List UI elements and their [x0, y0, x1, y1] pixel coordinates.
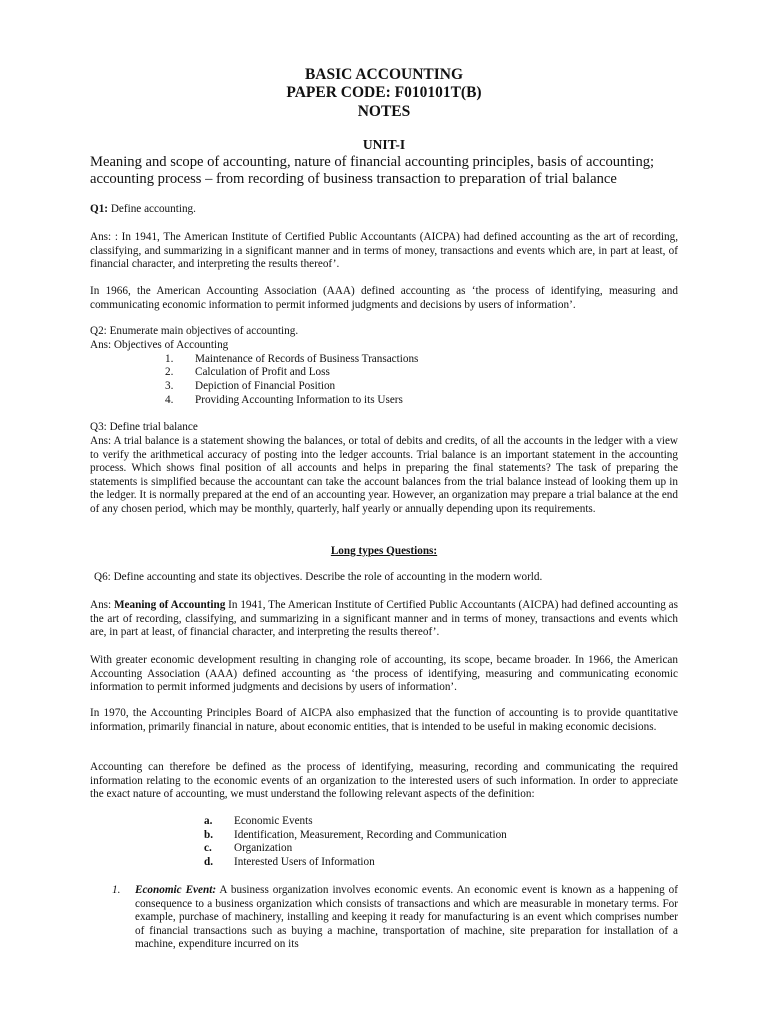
- unit-heading: UNIT-I: [362, 137, 406, 152]
- aspect-item: c. Organization: [204, 842, 293, 854]
- q6-question: Q6: Define accounting and state its objectives. Describe the role of accounting in the modern world.: [94, 571, 543, 583]
- meaning-heading: Meaning of Accounting: [113, 599, 226, 611]
- long-questions-heading: Long types Questions:: [330, 545, 438, 557]
- q1-text: Define accounting.: [110, 203, 196, 215]
- economic-event-title: Economic Event:: [135, 884, 217, 896]
- q2-answer: Ans: Objectives of Accounting: [90, 339, 229, 351]
- q1-answer-1: Ans: : In 1941, The American Institute of Certified Public Accountants (AICPA) had defined accounting as the art of recording, classifying, and summarizing in a significant manner and in terms of money, transactions and events which are, in part at least, of financial character, and interpreting the results thereof’.: [90, 231, 678, 271]
- q2-list-item: 2. Calculation of Profit and Loss: [165, 366, 330, 378]
- paper-code: PAPER CODE: F010101T(B): [286, 84, 482, 101]
- aspect-item: d. Interested Users of Information: [204, 856, 375, 868]
- q2-question: Q2: Enumerate main objectives of accounting.: [90, 325, 299, 337]
- q1-label: Q1:: [90, 203, 109, 215]
- aspect-item: a. Economic Events: [204, 815, 313, 827]
- q6-para-3: In 1970, the Accounting Principles Board of AICPA also emphasized that the function of accounting is to provide quantitative information, primarily financial in nature, about economic entities, that is intended to be useful in making economic decisions.: [90, 707, 678, 733]
- item-1-number: 1.: [112, 884, 121, 896]
- q3-answer: Ans: A trial balance is a statement showing the balances, or total of debits and credits, of all the accounts in the ledger with a view to verify the arithmetical accuracy of posting into the ledger accounts. Trial balance is an important statement in the accounting process. Which shows final position of all accounts and helps in preparing the final statements? The task of preparing the statements is simplified because the accountant can take the account balances from the trial balance instead of looking them up in the ledger. It is normally prepared at the end of an accounting year. However, an organization may prepare a trial balance at the end of any chosen period, which may be monthly, quarterly, half yearly or annually depending upon its requirements.: [90, 435, 678, 515]
- q2-list-item: 4. Providing Accounting Information to its Users: [165, 394, 403, 406]
- aspect-item: b. Identification, Measurement, Recording and Communication: [204, 829, 507, 841]
- notes-heading: NOTES: [357, 103, 411, 120]
- document-title: BASIC ACCOUNTING: [304, 66, 464, 83]
- q1-question: [90, 203, 196, 217]
- q2-list-item: 3. Depiction of Financial Position: [165, 380, 336, 392]
- q2-list-item: 1. Maintenance of Records of Business Transactions: [165, 353, 419, 365]
- q6-answer: Ans: Meaning of Accounting In 1941, The American Institute of Certified Public Accountants (AICPA) had defined accounting as the art of recording, classifying, and summarizing in a significant manner and in terms of money, transactions and events which are, in part at least, of financial character, and interpreting the results thereof’.: [90, 599, 678, 639]
- unit-subtitle: Meaning and scope of accounting, nature of financial accounting principles, basis of accounting; accounting process – from recording of business transaction to preparation of trial balance: [90, 154, 655, 187]
- economic-event-paragraph: Economic Event: A business organization involves economic events. An economic event is known as a happening of consequence to a business organization which consists of transactions and which are measurable in monetary terms. For example, purchase of machinery, installing and keeping it ready for manufacturing is an event which comprises number of financial transactions such as buying a machine, transportation of machine, site preparation for installation of a machine, expenditure incurred on its: [135, 884, 678, 951]
- q1-answer-2: In 1966, the American Accounting Association (AAA) defined accounting as ‘the process of identifying, measuring and communicating economic information to permit informed judgments and decisions by users of information’.: [90, 285, 678, 311]
- q3-question: Q3: Define trial balance: [90, 421, 198, 433]
- q6-para-4: Accounting can therefore be defined as the process of identifying, measuring, recording and communicating the required information relating to the economic events of an organization to the interested users of such information. In order to appreciate the exact nature of accounting, we must understand the following relevant aspects of the definition:: [90, 761, 678, 801]
- q6-para-2: With greater economic development resulting in changing role of accounting, its scope, became broader. In 1966, the American Accounting Association (AAA) defined accounting as ‘the process of identifying, measuring and communicating economic information to permit informed judgments and decisions by users of information’.: [90, 654, 678, 694]
